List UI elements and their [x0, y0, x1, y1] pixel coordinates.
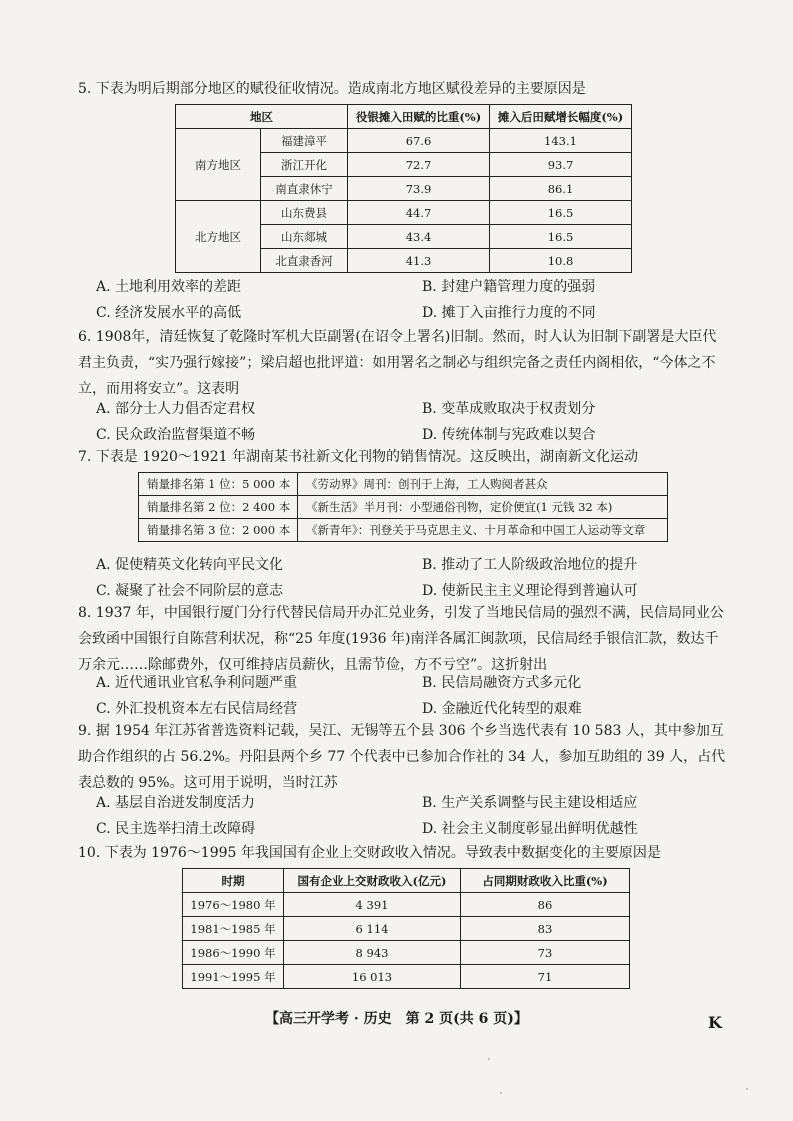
table-cell: 72.7	[348, 153, 490, 177]
table-cell: 16 013	[284, 965, 461, 989]
table-cell: 浙江开化	[261, 153, 348, 177]
table-header: 时期	[183, 869, 284, 893]
question-6	[78, 324, 728, 402]
table-cell: 1981～1985 年	[183, 917, 284, 941]
table-cell: 1986～1990 年	[183, 941, 284, 965]
table-header: 占同期财政收入比重(%)	[461, 869, 630, 893]
table-cell: 16.5	[490, 201, 632, 225]
corner-mark: K	[708, 1013, 722, 1032]
question-10-stem: 10. 下表为 1976～1995 年我国国有企业上交财政收入情况。导致表中数据变化的主要原因是	[78, 845, 661, 861]
table-cell: 10.8	[490, 249, 632, 273]
option-c: C. 经济发展水平的高低	[96, 305, 242, 321]
option-a: A. 部分士人力倡否定君权	[96, 401, 256, 417]
option-b: B. 民信局融资方式多元化	[422, 675, 582, 691]
table-cell: 143.1	[490, 129, 632, 153]
option-a: A. 土地利用效率的差距	[96, 279, 242, 295]
table-cell: 1976～1980 年	[183, 893, 284, 917]
table-cell: 71	[461, 965, 630, 989]
question-8	[78, 600, 728, 678]
question-5-table	[175, 104, 632, 273]
question-7-stem: 7. 下表是 1920～1921 年湖南某书社新文化刊物的销售情况。这反映出，湖南新文化运动	[78, 449, 638, 465]
group-label-north: 北方地区	[176, 201, 261, 273]
option-d: D. 传统体制与宪政难以契合	[422, 427, 596, 443]
question-9-stem: 9. 据 1954 年江苏省普选资料记载，吴江、无锡等五个县 306 个乡当选代表有 10 583 人，其中参加互助合作组织的占 56.2%。丹阳县两个乡 77 个代表中已参加合作社的 34 人，参加互助组的 39 人，占代表总数的 95%。这可用于说明，当时江苏	[78, 723, 726, 791]
option-d: D. 摊丁入亩推行力度的不同	[422, 305, 596, 321]
option-c: C. 民众政治监督渠道不畅	[96, 427, 256, 443]
table-header: 地区	[176, 105, 348, 129]
page-footer: 【高三开学考 · 历史 第 2 页(共 6 页)】	[265, 1011, 528, 1027]
table-cell: 86	[461, 893, 630, 917]
option-b: B. 封建户籍管理力度的强弱	[422, 279, 596, 295]
option-b: B. 变革成败取决于权责划分	[422, 401, 596, 417]
table-cell: 山东费县	[261, 201, 348, 225]
option-a: A. 近代通讯业官私争利问题严重	[96, 675, 298, 691]
table-cell: 《劳动界》周刊：创刊于上海，工人购阅者甚众	[298, 473, 668, 496]
question-7-table	[138, 472, 668, 542]
scan-speck	[488, 1058, 490, 1060]
table-cell: 43.4	[348, 225, 490, 249]
table-cell: 《新生活》半月刊：小型通俗刊物，定价便宜(1 元钱 32 本)	[298, 496, 668, 519]
table-cell: 销量排名第 3 位：2 000 本	[139, 519, 298, 542]
table-cell: 67.6	[348, 129, 490, 153]
question-10-table	[182, 868, 630, 989]
option-d: D. 使新民主主义理论得到普遍认可	[422, 583, 638, 599]
table-cell: 1991～1995 年	[183, 965, 284, 989]
table-cell: 16.5	[490, 225, 632, 249]
question-9	[78, 718, 728, 796]
table-cell: 南直隶休宁	[261, 177, 348, 201]
scan-speck	[746, 1088, 748, 1090]
table-cell: 93.7	[490, 153, 632, 177]
question-5	[78, 76, 728, 102]
question-7	[78, 444, 728, 470]
option-b: B. 推动了工人阶级政治地位的提升	[422, 557, 638, 573]
question-5-stem: 5. 下表为明后期部分地区的赋役征收情况。造成南北方地区赋役差异的主要原因是	[78, 81, 586, 97]
question-6-stem: 6. 1908年，清廷恢复了乾隆时军机大臣副署(在诏令上署名)旧制。然而，时人认为旧制下副署是大臣代君主负责，“实乃强行嫁接”；梁启超也批评道：如用署名之制必与组织完备之责任内阁相依，“今体之不立，而用将安立”。这表明	[78, 329, 717, 397]
table-header: 摊入后田赋增长幅度(%)	[490, 105, 632, 129]
table-cell: 44.7	[348, 201, 490, 225]
option-d: D. 社会主义制度彰显出鲜明优越性	[422, 821, 638, 837]
group-label-south: 南方地区	[176, 129, 261, 201]
option-c: C. 民主选举扫清土改障碍	[96, 821, 256, 837]
option-c: C. 凝聚了社会不同阶层的意志	[96, 583, 284, 599]
table-cell: 8 943	[284, 941, 461, 965]
table-cell: 销量排名第 2 位：2 400 本	[139, 496, 298, 519]
table-cell: 《新青年》：刊登关于马克思主义、十月革命和中国工人运动等文章	[298, 519, 668, 542]
question-8-stem: 8. 1937 年，中国银行厦门分行代替民信局开办汇兑业务，引发了当地民信局的强烈不满，民信局同业公会致函中国银行自陈营利状况，称“25 年度(1936 年)南洋各属汇闽款项，民信局经手银信汇款，数达千万余元……除邮费外，仅可维持店员薪伙，且需节俭，方不亏空”。这折射出	[78, 605, 724, 673]
option-a: A. 基层自治迸发制度活力	[96, 795, 256, 811]
table-cell: 41.3	[348, 249, 490, 273]
option-b: B. 生产关系调整与民主建设相适应	[422, 795, 638, 811]
table-cell: 73.9	[348, 177, 490, 201]
table-cell: 86.1	[490, 177, 632, 201]
table-cell: 73	[461, 941, 630, 965]
question-10	[78, 840, 728, 866]
table-header: 役银摊入田赋的比重(%)	[348, 105, 490, 129]
option-d: D. 金融近代化转型的艰难	[422, 701, 582, 717]
table-cell: 83	[461, 917, 630, 941]
scan-speck	[500, 1092, 502, 1094]
option-a: A. 促使精英文化转向平民文化	[96, 557, 284, 573]
table-cell: 4 391	[284, 893, 461, 917]
table-cell: 6 114	[284, 917, 461, 941]
table-cell: 北直隶香河	[261, 249, 348, 273]
table-cell: 山东郯城	[261, 225, 348, 249]
table-header: 国有企业上交财政收入(亿元)	[284, 869, 461, 893]
table-cell: 销量排名第 1 位：5 000 本	[139, 473, 298, 496]
table-cell: 福建漳平	[261, 129, 348, 153]
option-c: C. 外汇投机资本左右民信局经营	[96, 701, 298, 717]
